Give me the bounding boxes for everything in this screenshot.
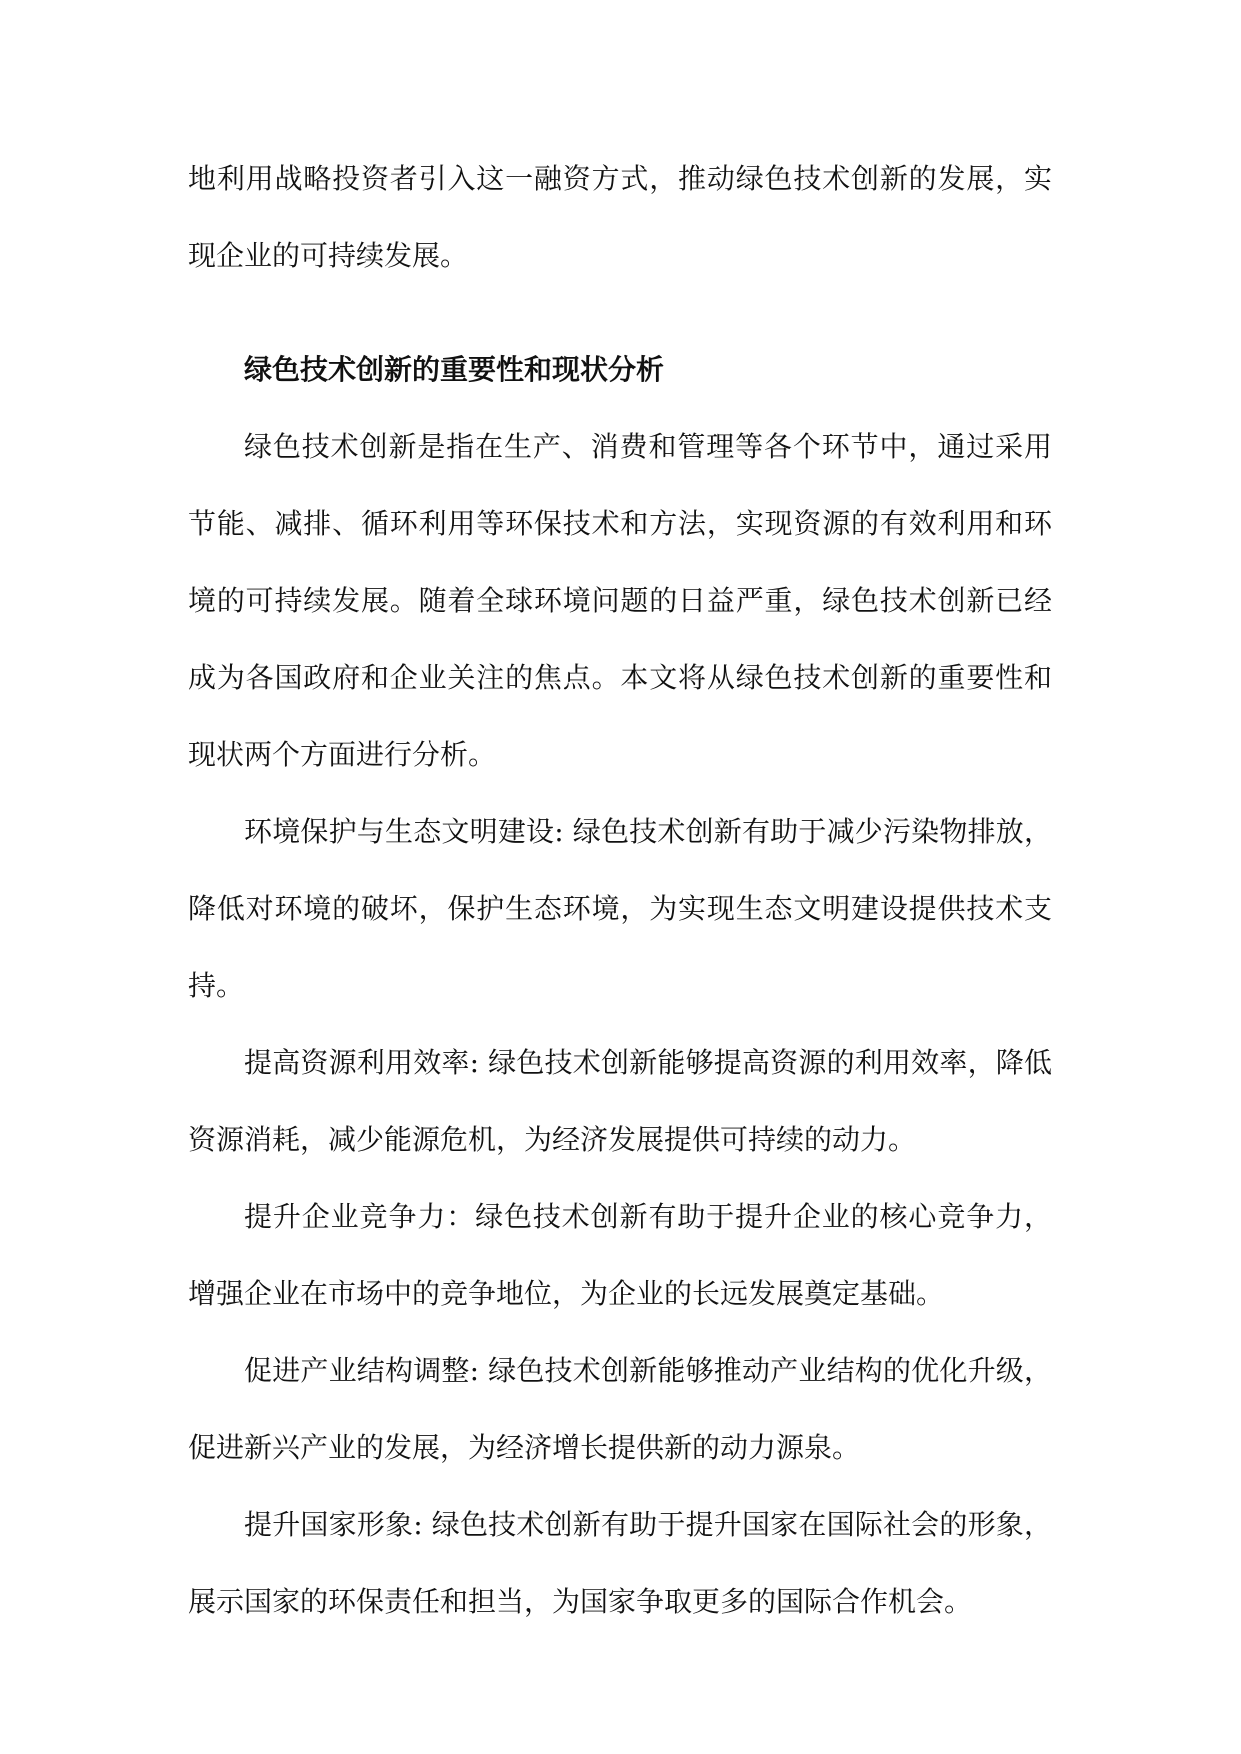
- point-paragraph-national-image: 提升国家形象: 绿色技术创新有助于提升国家在国际社会的形象，展示国家的环保责任和担当，为国家争取更多的国际合作机会。: [188, 1508, 1052, 1618]
- document-body: [188, 140, 1052, 1640]
- point-paragraph-industrial-structure: 促进产业结构调整: 绿色技术创新能够推动产业结构的优化升级，促进新兴产业的发展，为经济增长提供新的动力源泉。: [188, 1354, 1052, 1464]
- section-heading: 绿色技术创新的重要性和现状分析: [244, 353, 665, 386]
- continuation-paragraph: 地利用战略投资者引入这一融资方式，推动绿色技术创新的发展，实现企业的可持续发展。: [188, 162, 1052, 272]
- intro-paragraph: 绿色技术创新是指在生产、消费和管理等各个环节中，通过采用节能、减排、循环利用等环保技术和方法，实现资源的有效利用和环境的可持续发展。随着全球环境问题的日益严重，绿色技术创新已经成为各国政府和企业关注的焦点。本文将从绿色技术创新的重要性和现状两个方面进行分析。: [188, 430, 1052, 771]
- point-paragraph-environment: 环境保护与生态文明建设: 绿色技术创新有助于减少污染物排放，降低对环境的破坏，保护生态环境，为实现生态文明建设提供技术支持。: [188, 815, 1052, 1002]
- point-paragraph-competitiveness: 提升企业竞争力：绿色技术创新有助于提升企业的核心竞争力，增强企业在市场中的竞争地位，为企业的长远发展奠定基础。: [188, 1200, 1052, 1310]
- point-paragraph-resource-efficiency: 提高资源利用效率: 绿色技术创新能够提高资源的利用效率，降低资源消耗，减少能源危机，为经济发展提供可持续的动力。: [188, 1046, 1052, 1156]
